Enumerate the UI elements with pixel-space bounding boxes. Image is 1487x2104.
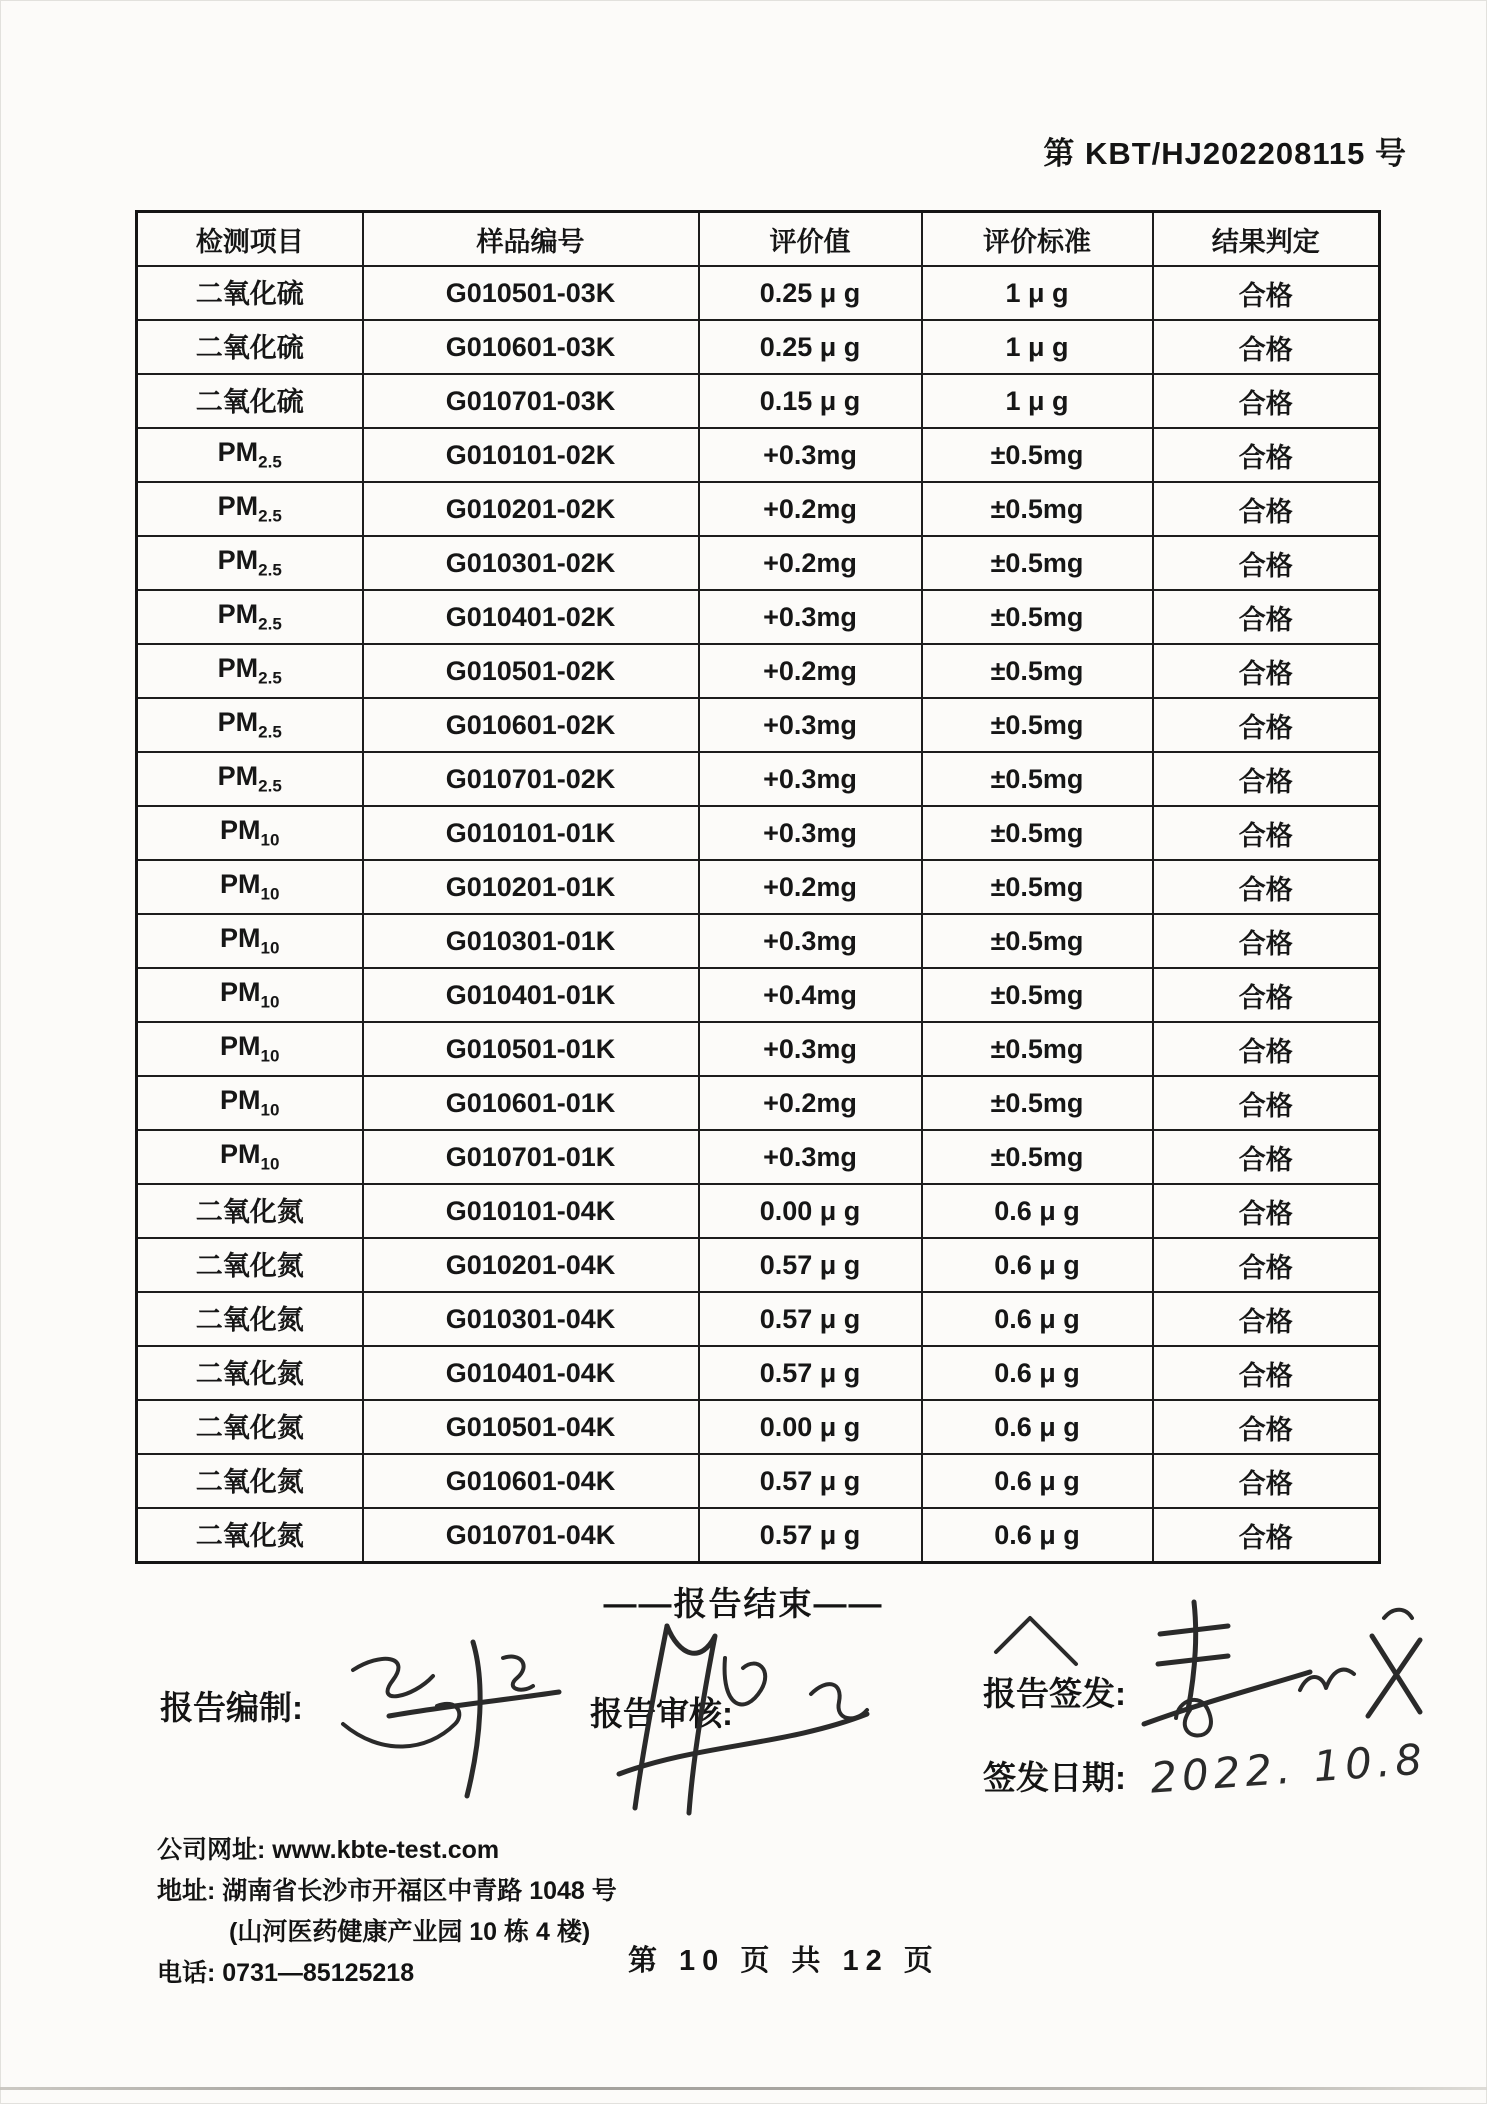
signature-preparer (315, 1628, 585, 1808)
cell-eval-standard: ±0.5mg (922, 428, 1153, 482)
table-row (137, 428, 1380, 482)
cell-eval-standard: 1 μ g (922, 266, 1153, 320)
cell-eval-value: +0.3mg (699, 590, 922, 644)
cell-result: 合格 (1153, 428, 1380, 482)
cell-result: 合格 (1153, 266, 1380, 320)
cell-eval-standard: 0.6 μ g (922, 1400, 1153, 1454)
page-number: 第 10 页 共 12 页 (628, 1945, 940, 1977)
cell-eval-standard: 0.6 μ g (922, 1346, 1153, 1400)
cell-result: 合格 (1153, 1292, 1380, 1346)
cell-test-item: $PM_{10}$ (137, 1130, 363, 1184)
cell-eval-value: 0.25 μ g (699, 266, 922, 320)
cell-sample-no: G010701-01K (363, 1130, 699, 1184)
cell-sample-no: G010201-04K (363, 1238, 699, 1292)
table-row (137, 698, 1380, 752)
cell-eval-standard: ±0.5mg (922, 914, 1153, 968)
cell-eval-standard: 0.6 μ g (922, 1184, 1153, 1238)
issue-date-label: 签发日期: (983, 1759, 1126, 1796)
table-row (137, 1130, 1380, 1184)
cell-test-item: $PM_{10}$ (137, 1076, 363, 1130)
cell-eval-value: 0.57 μ g (699, 1238, 922, 1292)
results-table (135, 210, 1381, 1564)
cell-sample-no: G010401-01K (363, 968, 699, 1022)
table-row (137, 1292, 1380, 1346)
cell-eval-standard: ±0.5mg (922, 482, 1153, 536)
cell-eval-standard: 1 μ g (922, 374, 1153, 428)
table-row (137, 752, 1380, 806)
cell-eval-standard: ±0.5mg (922, 860, 1153, 914)
cell-test-item: $PM_{2.5}$ (137, 536, 363, 590)
cell-eval-standard: ±0.5mg (922, 536, 1153, 590)
cell-test-item: $PM_{2.5}$ (137, 752, 363, 806)
cell-result: 合格 (1153, 1508, 1380, 1563)
cell-sample-no: G010101-01K (363, 806, 699, 860)
cell-eval-value: +0.3mg (699, 1022, 922, 1076)
table-row (137, 266, 1380, 320)
cell-test-item: $PM_{10}$ (137, 968, 363, 1022)
cell-eval-value: +0.2mg (699, 860, 922, 914)
prepared-by-label: 报告编制: (160, 1689, 303, 1726)
cell-sample-no: G010501-03K (363, 266, 699, 320)
cell-eval-standard: 0.6 μ g (922, 1238, 1153, 1292)
cell-eval-standard: ±0.5mg (922, 806, 1153, 860)
cell-eval-value: +0.3mg (699, 752, 922, 806)
cell-result: 合格 (1153, 806, 1380, 860)
cell-result: 合格 (1153, 698, 1380, 752)
scan-artifact-line (0, 2087, 1487, 2090)
cell-result: 合格 (1153, 914, 1380, 968)
cell-eval-value: +0.2mg (699, 1076, 922, 1130)
table-row (137, 1184, 1380, 1238)
cell-test-item: 二氧化氮 (137, 1400, 363, 1454)
cell-result: 合格 (1153, 1076, 1380, 1130)
cell-sample-no: G010301-02K (363, 536, 699, 590)
table-row (137, 1076, 1380, 1130)
cell-test-item: 二氧化氮 (137, 1292, 363, 1346)
table-row (137, 1454, 1380, 1508)
table-row (137, 1346, 1380, 1400)
cell-result: 合格 (1153, 1238, 1380, 1292)
report-number: 第 KBT/HJ202208115 号 (1043, 136, 1407, 171)
table-row (137, 968, 1380, 1022)
cell-test-item: $PM_{2.5}$ (137, 482, 363, 536)
cell-test-item: 二氧化氮 (137, 1454, 363, 1508)
cell-result: 合格 (1153, 968, 1380, 1022)
issue-date-handwritten: 2022. 10.8 (1148, 1734, 1429, 1803)
cell-result: 合格 (1153, 1022, 1380, 1076)
cell-sample-no: G010701-03K (363, 374, 699, 428)
cell-test-item: 二氧化氮 (137, 1508, 363, 1563)
cell-eval-value: +0.2mg (699, 482, 922, 536)
cell-eval-standard: ±0.5mg (922, 752, 1153, 806)
cell-eval-value: +0.2mg (699, 536, 922, 590)
table-header-row (137, 212, 1380, 267)
cell-result: 合格 (1153, 860, 1380, 914)
footer-contact-block (157, 1830, 617, 1994)
cell-result: 合格 (1153, 644, 1380, 698)
cell-eval-standard: ±0.5mg (922, 1022, 1153, 1076)
footer-website: 公司网址: www.kbte-test.com (157, 1836, 500, 1864)
cell-eval-standard: ±0.5mg (922, 644, 1153, 698)
cell-result: 合格 (1153, 536, 1380, 590)
cell-eval-standard: 0.6 μ g (922, 1454, 1153, 1508)
cell-result: 合格 (1153, 1130, 1380, 1184)
cell-sample-no: G010301-01K (363, 914, 699, 968)
table-row (137, 590, 1380, 644)
header-eval-value: 评价值 (699, 212, 922, 267)
table-row (137, 536, 1380, 590)
cell-sample-no: G010101-04K (363, 1184, 699, 1238)
cell-test-item: 二氧化氮 (137, 1346, 363, 1400)
cell-sample-no: G010101-02K (363, 428, 699, 482)
reviewed-by-label: 报告审核: (590, 1695, 733, 1732)
cell-test-item: 二氧化氮 (137, 1238, 363, 1292)
cell-result: 合格 (1153, 1346, 1380, 1400)
header-eval-standard: 评价标准 (922, 212, 1153, 267)
cell-eval-value: 0.57 μ g (699, 1346, 922, 1400)
cell-result: 合格 (1153, 1454, 1380, 1508)
cell-result: 合格 (1153, 1400, 1380, 1454)
cell-eval-value: +0.3mg (699, 914, 922, 968)
cell-sample-no: G010501-02K (363, 644, 699, 698)
cell-eval-value: +0.4mg (699, 968, 922, 1022)
cell-sample-no: G010601-02K (363, 698, 699, 752)
cell-eval-value: 0.00 μ g (699, 1400, 922, 1454)
cell-result: 合格 (1153, 482, 1380, 536)
table-row (137, 1022, 1380, 1076)
cell-eval-value: 0.00 μ g (699, 1184, 922, 1238)
table-row (137, 320, 1380, 374)
cell-result: 合格 (1153, 374, 1380, 428)
table-row (137, 914, 1380, 968)
signature-reviewer-checkmark (988, 1608, 1088, 1670)
cell-eval-standard: ±0.5mg (922, 1076, 1153, 1130)
cell-test-item: 二氧化硫 (137, 374, 363, 428)
cell-eval-value: 0.57 μ g (699, 1508, 922, 1563)
cell-test-item: $PM_{2.5}$ (137, 698, 363, 752)
cell-test-item: $PM_{10}$ (137, 806, 363, 860)
cell-test-item: 二氧化硫 (137, 320, 363, 374)
cell-test-item: $PM_{10}$ (137, 1022, 363, 1076)
header-result: 结果判定 (1153, 212, 1380, 267)
cell-result: 合格 (1153, 1184, 1380, 1238)
cell-test-item: $PM_{2.5}$ (137, 590, 363, 644)
header-test-item: 检测项目 (137, 212, 363, 267)
cell-eval-value: +0.2mg (699, 644, 922, 698)
report-end-marker: ——报告结束—— (603, 1585, 884, 1622)
cell-eval-value: +0.3mg (699, 1130, 922, 1184)
table-row (137, 374, 1380, 428)
footer-phone: 电话: 0731—85125218 (157, 1959, 415, 1987)
cell-eval-standard: ±0.5mg (922, 698, 1153, 752)
table-row (137, 1400, 1380, 1454)
cell-sample-no: G010301-04K (363, 1292, 699, 1346)
table-row (137, 1508, 1380, 1563)
cell-test-item: $PM_{10}$ (137, 860, 363, 914)
cell-sample-no: G010701-04K (363, 1508, 699, 1563)
cell-test-item: 二氧化硫 (137, 266, 363, 320)
cell-sample-no: G010601-01K (363, 1076, 699, 1130)
cell-eval-standard: ±0.5mg (922, 968, 1153, 1022)
cell-eval-standard: ±0.5mg (922, 590, 1153, 644)
cell-eval-standard: 0.6 μ g (922, 1292, 1153, 1346)
signature-reviewer (575, 1598, 905, 1823)
cell-result: 合格 (1153, 320, 1380, 374)
cell-eval-value: 0.57 μ g (699, 1292, 922, 1346)
table-row (137, 482, 1380, 536)
cell-eval-value: 0.25 μ g (699, 320, 922, 374)
table-row (137, 644, 1380, 698)
cell-test-item: $PM_{2.5}$ (137, 644, 363, 698)
cell-sample-no: G010701-02K (363, 752, 699, 806)
cell-sample-no: G010501-04K (363, 1400, 699, 1454)
cell-test-item: $PM_{10}$ (137, 914, 363, 968)
cell-result: 合格 (1153, 590, 1380, 644)
cell-eval-standard: 1 μ g (922, 320, 1153, 374)
table-row (137, 860, 1380, 914)
issued-by-label: 报告签发: (983, 1675, 1126, 1712)
cell-eval-standard: 0.6 μ g (922, 1508, 1153, 1563)
table-row (137, 1238, 1380, 1292)
cell-sample-no: G010501-01K (363, 1022, 699, 1076)
footer-address: 地址: 湖南省长沙市开福区中青路 1048 号 (157, 1877, 617, 1905)
cell-sample-no: G010201-01K (363, 860, 699, 914)
cell-eval-value: 0.57 μ g (699, 1454, 922, 1508)
cell-eval-value: +0.3mg (699, 806, 922, 860)
cell-test-item: $PM_{2.5}$ (137, 428, 363, 482)
cell-sample-no: G010401-02K (363, 590, 699, 644)
header-sample-no: 样品编号 (363, 212, 699, 267)
table-row (137, 806, 1380, 860)
cell-sample-no: G010601-04K (363, 1454, 699, 1508)
footer-address-line2: (山河医药健康产业园 10 栋 4 楼) (229, 1918, 591, 1946)
results-tbody (137, 266, 1380, 1563)
cell-eval-value: +0.3mg (699, 428, 922, 482)
cell-sample-no: G010201-02K (363, 482, 699, 536)
cell-eval-value: +0.3mg (699, 698, 922, 752)
cell-sample-no: G010401-04K (363, 1346, 699, 1400)
cell-result: 合格 (1153, 752, 1380, 806)
cell-eval-value: 0.15 μ g (699, 374, 922, 428)
cell-eval-standard: ±0.5mg (922, 1130, 1153, 1184)
cell-test-item: 二氧化氮 (137, 1184, 363, 1238)
cell-sample-no: G010601-03K (363, 320, 699, 374)
